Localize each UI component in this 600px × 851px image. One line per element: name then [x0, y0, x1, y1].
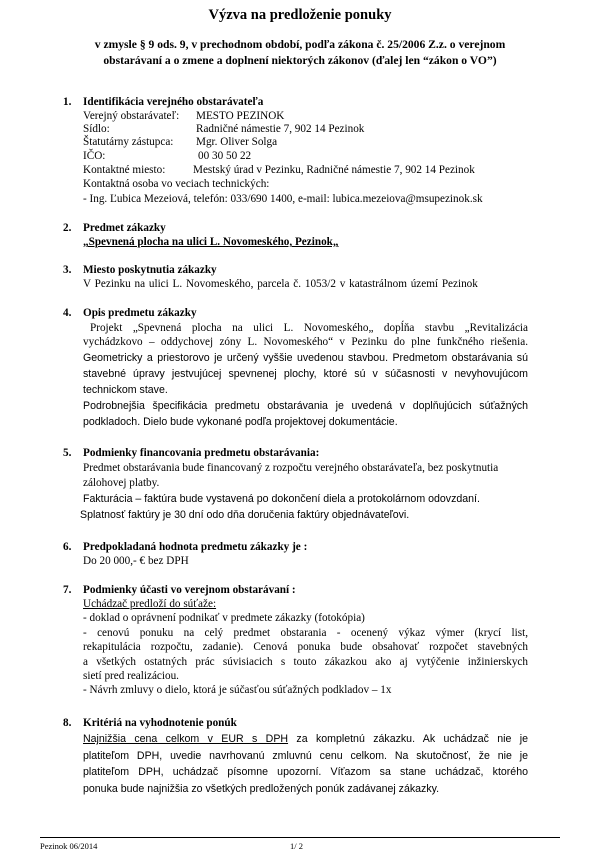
row-value: 00 30 50 22	[198, 150, 252, 162]
footer-divider	[40, 837, 560, 838]
section-7-subheading: Uchádzač predloží do súťaže:	[83, 598, 217, 610]
section-7-heading: Podmienky účasti vo verejnom obstarávaní :	[83, 584, 296, 596]
footer-page-number: 1/ 2	[290, 841, 303, 851]
section-5-number: 5.	[63, 447, 72, 459]
body-line: platiteľom DPH, uchádzač písomne upozorní. Víťazom sa stane uchádzač, ktorého	[83, 766, 528, 778]
body-line: vychádzkovo – oddychovej zóny L. Novomeského“ v Pezinku do plne funkčného riešenia.	[83, 336, 528, 349]
body-line: platiteľom DPH, uvedie navrhovanú zmluvnú cenu celkom. Na skutočnosť, že nie je	[83, 749, 528, 762]
body-line: sietí pred realizáciou.	[83, 669, 179, 682]
row-label: Sídlo:	[83, 123, 110, 135]
row-label: IČO:	[83, 150, 106, 162]
subtitle-line-2: obstarávaní a o zmene a doplnení niektorých zákonov (ďalej len “zákon o VO”)	[103, 53, 497, 67]
criterion-underlined: Najnižšia cena celkom v EUR s DPH	[83, 733, 289, 745]
section-8-body	[83, 731, 528, 797]
body-line: - doklad o oprávnení podnikať v predmete zákazky (fotokópia)	[83, 612, 365, 624]
section-4-heading: Opis predmetu zákazky	[83, 307, 197, 319]
row-value: Radničné námestie 7, 902 14 Pezinok	[196, 123, 365, 135]
row-value: Mestský úrad v Pezinku, Radničné námestie 7, 902 14 Pezinok	[193, 164, 475, 176]
section-5-heading: Podmienky financovania predmetu obstarávania:	[83, 447, 320, 459]
section-7-body	[83, 626, 528, 697]
row-label: Kontaktné miesto:	[83, 164, 166, 176]
section-2-value: „Spevnená plocha na ulici L. Novomeského, Pezinok„	[83, 236, 339, 248]
row-label: Verejný obstarávateľ:	[83, 110, 180, 122]
section-3-number: 3.	[63, 264, 72, 276]
section-1-heading: Identifikácia verejného obstarávateľa	[83, 96, 264, 108]
body-line: Podrobnejšia špecifikácia predmetu obstarávania je uvedená v doplňujúcich súťažných	[83, 399, 528, 412]
body-line: - Návrh zmluvy o dielo, ktorá je súčasťou súťažných podkladov – 1x	[83, 684, 392, 697]
body-line: zálohovej platby.	[83, 477, 160, 489]
row-value: MESTO PEZINOK	[196, 110, 285, 122]
section-6-number: 6.	[63, 541, 72, 553]
contact-value: - Ing. Ľubica Mezeiová, telefón: 033/690 1400, e-mail: lubica.mezeiova@msupezinok.sk	[83, 193, 483, 205]
contact-label: Kontaktná osoba vo veciach technických:	[83, 178, 270, 190]
section-6-value: Do 20 000,- € bez DPH	[83, 555, 189, 567]
section-4-body	[83, 321, 528, 430]
section-6-heading: Predpokladaná hodnota predmetu zákazky je :	[83, 541, 308, 553]
row-label: Štatutárny zástupca:	[83, 136, 174, 148]
body-line: - cenovú ponuku na celý predmet obstarania - ocenený výkaz výmer (krycí list,	[83, 627, 528, 639]
document-title: Výzva na predloženie ponuky	[208, 7, 392, 23]
document-subtitle	[40, 37, 560, 68]
body-line: technickom stave.	[83, 383, 168, 396]
section-4-number: 4.	[63, 307, 72, 319]
body-line: Projekt „Spevnená plocha na ulici L. Novomeského„ dopĺňa stavbu „Revitalizácia	[90, 322, 528, 334]
body-line: podkladoch. Dielo bude vykonané podľa projektovej dokumentácie.	[83, 415, 398, 428]
body-line: Fakturácia – faktúra bude vystavená po dokončení diela a protokolárnom odovzdaní.	[83, 493, 480, 505]
section-8-heading: Kritériá na vyhodnotenie ponúk	[83, 717, 237, 729]
body-line: stavebné úpravy jestvujúcej spevnenej plochy, ktoré sú v súčasnosti v nevyhovujúcom	[83, 367, 528, 380]
section-2-number: 2.	[63, 222, 72, 234]
section-1-number: 1.	[63, 96, 72, 108]
footer-place-date: Pezinok 06/2014	[40, 841, 98, 851]
body-line-first	[83, 731, 528, 748]
row-value: Mgr. Oliver Solga	[196, 136, 278, 148]
section-8-number: 8.	[63, 717, 72, 729]
section-3-value: V Pezinku na ulici L. Novomeského, parcela č. 1053/2 v katastrálnom území Pezinok	[83, 278, 478, 290]
body-line: Geometricky a priestorovo je určený vyššie uvedenou stavbou. Predmetom obstarávania sú	[83, 351, 528, 364]
body-line: a všetkých ostatných prác súvisiacich s touto zákazkou ako aj vytýčenie inžinierskych	[83, 655, 528, 668]
body-line: Predmet obstarávania bude financovaný z rozpočtu verejného obstarávateľa, bez poskytnutia	[83, 462, 499, 474]
criterion-rest: za kompletnú zákazku. Ak uchádzač nie je	[288, 733, 528, 745]
body-line: ponuka bude najnižšia zo všetkých predložených ponúk zadávanej zákazky.	[83, 782, 440, 795]
section-2-heading: Predmet zákazky	[83, 222, 166, 234]
subtitle-line-1: v zmysle § 9 ods. 9, v prechodnom období, podľa zákona č. 25/2006 Z.z. o verejnom	[94, 38, 506, 51]
body-line: Splatnosť faktúry je 30 dní odo dňa doručenia faktúry objednávateľovi.	[80, 509, 410, 521]
section-7-number: 7.	[63, 584, 72, 596]
body-line: rekapitulácia rozpočtu, zadanie). Cenová ponuka bude obsahovať rozpočet stavebných	[83, 641, 528, 654]
section-3-heading: Miesto poskytnutia zákazky	[83, 264, 217, 276]
